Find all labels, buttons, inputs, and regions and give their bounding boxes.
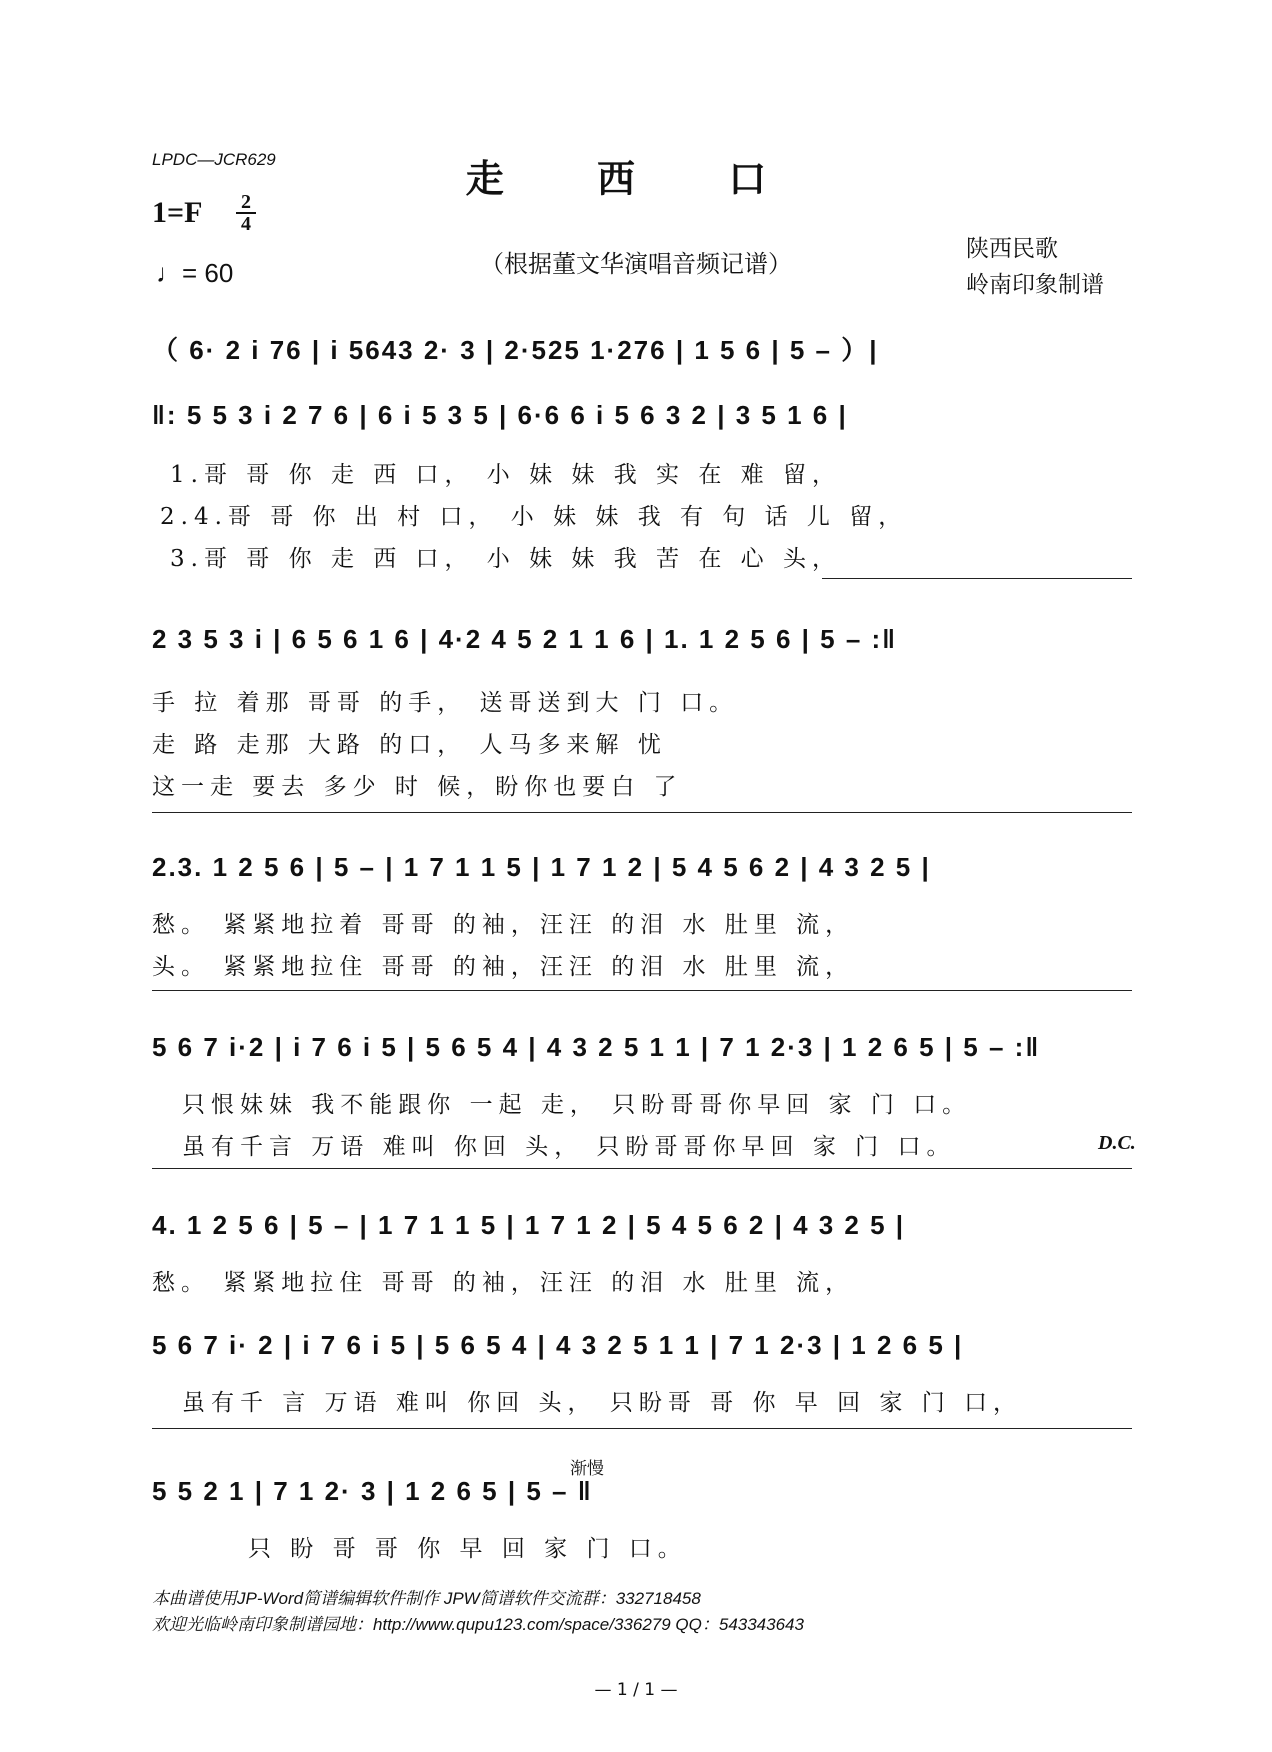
lyric-line: 虽有千言 万语 难叫 你回 头， 只盼哥哥你早回 家 门 口。 [182, 1134, 956, 1160]
lyric-line: 3.哥 哥 你 走 西 口， 小 妹 妹 我 苦 在 心 头， [170, 546, 841, 572]
footer-line-2: 欢迎光临岭南印象制谱园地：http://www.qupu123.com/space/336279 QQ：543343643 [152, 1615, 804, 1634]
score-system-2: 2 3 5 3 i | 6 5 6 1 6 | 4·2 4 5 2 1 1 6 | 1. 1 2 5 6 | 5 – :‖ [152, 624, 898, 654]
subtitle: （根据董文华演唱音频记谱） [480, 250, 792, 278]
lyric-line: 只 盼 哥 哥 你 早 回 家 门 口。 [248, 1536, 687, 1562]
lyric-line: 虽有千 言 万语 难叫 你回 头， 只盼哥 哥 你 早 回 家 门 口， [182, 1390, 1023, 1416]
slur-line [152, 1428, 1132, 1429]
lyric-line: 1.哥 哥 你 走 西 口， 小 妹 妹 我 实 在 难 留， [170, 462, 841, 488]
page-number: — 1 / 1 — [594, 1680, 678, 1700]
footer-line-1: 本曲谱使用JP-Word简谱编辑软件制作 JPW简谱软件交流群：332718458 [152, 1589, 701, 1608]
score-system-intro: （ 6· 2 i 76 | i 5643 2· 3 | 2·525 1·276 | 1 5 6 | 5 – ）| [152, 335, 879, 365]
lyric-line: 愁。 紧紧地拉着 哥哥 的袖，汪汪 的泪 水 肚里 流， [152, 912, 855, 938]
score-system-7: 5 5 2 1 | 7 1 2· 3 | 1 2 6 5 | 5 – ‖ [152, 1476, 593, 1506]
tempo-change-mark: 渐慢 [570, 1459, 604, 1479]
key-signature: 1=F [152, 196, 203, 229]
lyric-line: 愁。 紧紧地拉住 哥哥 的袖，汪汪 的泪 水 肚里 流， [152, 1270, 855, 1296]
volta-bracket [152, 1168, 1132, 1169]
meter-bottom: 4 [241, 213, 251, 235]
lyric-line: 这一走 要去 多少 时 候，盼你也要白 了 [152, 774, 683, 800]
lyric-line: 2.4.哥 哥 你 出 村 口， 小 妹 妹 我 有 句 话 儿 留， [160, 504, 908, 530]
score-system-3: 2.3. 1 2 5 6 | 5 – | 1 7 1 1 5 | 1 7 1 2 | 5 4 5 6 2 | 4 3 2 5 | [152, 852, 931, 882]
lyric-line: 手 拉 着那 哥哥 的手， 送哥送到大 门 口。 [152, 690, 739, 716]
volta-bracket [152, 812, 1132, 813]
credit-arranger: 岭南印象制谱 [966, 272, 1104, 298]
score-system-5: 4. 1 2 5 6 | 5 – | 1 7 1 1 5 | 1 7 1 2 | 5 4 5 6 2 | 4 3 2 5 | [152, 1210, 906, 1240]
lyric-line: 走 路 走那 大路 的口， 人马多来解 忧 [152, 732, 667, 758]
credit-origin: 陕西民歌 [966, 236, 1058, 262]
slur-line [152, 990, 1132, 991]
lyric-line: 头。 紧紧地拉住 哥哥 的袖，汪汪 的泪 水 肚里 流， [152, 954, 855, 980]
da-capo-mark: D.C. [1098, 1132, 1136, 1154]
volta-bracket [822, 578, 1132, 579]
score-system-6: 5 6 7 i· 2 | i 7 6 i 5 | 5 6 5 4 | 4 3 2 5 1 1 | 7 1 2·3 | 1 2 6 5 | [152, 1330, 964, 1360]
lyric-line: 只恨妹妹 我不能跟你 一起 走， 只盼哥哥你早回 家 门 口。 [182, 1092, 972, 1118]
score-system-1: ‖: 5 5 3 i 2 7 6 | 6 i 5 3 5 | 6·6 6 i 5 6 3 2 | 3 5 1 6 | [152, 400, 848, 430]
meter-top: 2 [241, 191, 251, 213]
score-code: LPDC—JCR629 [152, 150, 276, 169]
tempo-marking: ♩= 60 [156, 258, 234, 288]
score-system-4: 5 6 7 i·2 | i 7 6 i 5 | 5 6 5 4 | 4 3 2 5 1 1 | 7 1 2·3 | 1 2 6 5 | 5 – :‖ [152, 1032, 1041, 1062]
page-title: 走 西 口 [465, 156, 807, 201]
time-signature [236, 192, 256, 234]
